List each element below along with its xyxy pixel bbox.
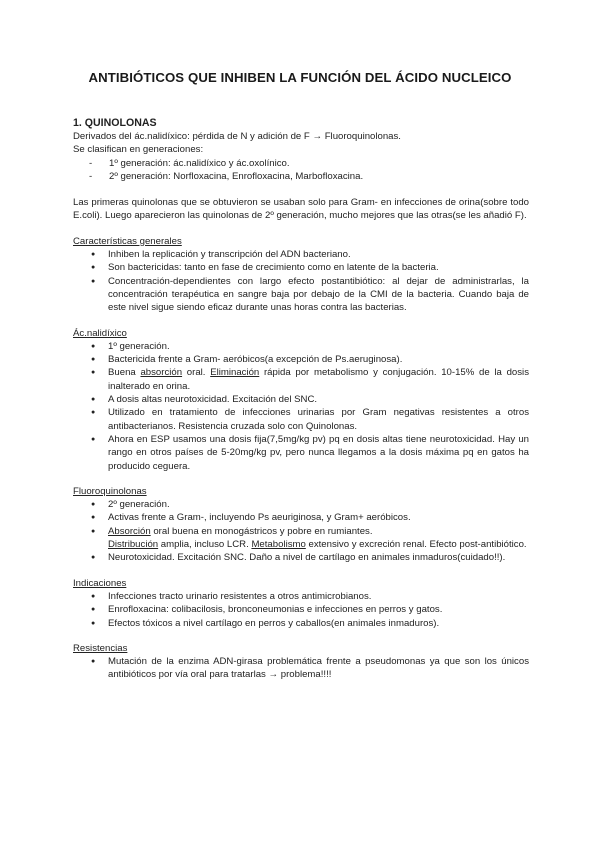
list-item: ● Activas frente a Gram-, incluyendo Ps aeuriginosa, y Gram+ aeróbicos. [91, 512, 411, 524]
generations-list [73, 157, 529, 184]
bullet-icon: ● [91, 356, 96, 364]
bullet-icon: ● [91, 554, 96, 562]
list-item: ● 1º generación. [91, 340, 170, 352]
underlined-term: Eliminación [210, 367, 260, 379]
document-body [73, 117, 529, 682]
underlined-term: Distribución [108, 539, 159, 551]
bullet-icon: ● [91, 592, 96, 600]
resistencias-list [73, 655, 529, 682]
indicaciones-list [73, 590, 529, 630]
text-line: Derivados del ác.nalidíxico: pérdida de N y adición de F → Fluoroquinolonas. [73, 131, 401, 142]
list-item: - 2º generación: Norfloxacina, Enrofloxacina, Marbofloxacina. [89, 170, 529, 183]
list-item: ● Ahora en ESP usamos una dosis fija(7,5mg/kg pv) pq en dosis altas tiene neurotoxicidad. Hay un rango en otros países de 5-20mg/kg pv, pero nunca llegamos a la dosis máxima pq en gatos ha producido ceguera. [91, 433, 529, 472]
section-heading-quinolonas: 1. QUINOLONAS [73, 117, 157, 129]
nalidixico-list [73, 340, 529, 473]
list-item: ● Enrofloxacina: colibacilosis, bronconeumonias e infecciones en perros y gatos. [91, 604, 443, 616]
bullet-icon: ● [91, 658, 96, 666]
list-item: - 1º generación: ác.nalidíxico y ác.oxolínico. [89, 157, 529, 170]
bullet-icon: ● [91, 277, 96, 285]
list-item: ● Mutación de la enzima ADN-girasa problemática frente a pseudomonas ya que son los únicos antibióticos por vía oral para tratarlas → problema!!!! [91, 656, 529, 681]
document-title: ANTIBIÓTICOS QUE INHIBEN LA FUNCIÓN DEL ÁCIDO NUCLEICO [88, 70, 512, 85]
list-item: ● 2º generación. [91, 499, 170, 511]
bullet-icon: ● [91, 251, 96, 259]
list-item: ● Inhiben la replicación y transcripción del ADN bacteriano. [91, 249, 351, 261]
subheading-resistencias: Resistencias [73, 642, 128, 654]
bullet-icon: ● [91, 527, 96, 535]
list-item: ● Absorción oral buena en monogástricos y pobre en rumiantes. Distribución amplia, incluso LCR. Metabolismo extensivo y excreción renal. Efecto post-antibiótico. [91, 525, 527, 551]
subheading-indicaciones: Indicaciones [73, 577, 127, 589]
bullet-icon: ● [91, 514, 96, 522]
bullet-icon: ● [91, 409, 96, 417]
bullet-icon: ● [91, 396, 96, 404]
bullet-icon: ● [91, 342, 96, 350]
list-item: ● Concentración-dependientes con largo efecto postantibiótico: al dejar de administrarlas, la concentración terapéutica en sangre baja por debajo de la CMI de la bacteria. Cuando baja de este nivel sigue siendo eficaz durante unas horas contra las bacterias. [91, 275, 529, 314]
subheading-fluoroquinolonas: Fluoroquinolonas [73, 485, 147, 497]
text-line: Se clasifican en generaciones: [73, 144, 204, 156]
bullet-icon: ● [91, 619, 96, 627]
subheading-nalidixico: Ác.nalidíxico [73, 327, 127, 339]
list-item: ● Utilizado en tratamiento de infecciones urinarias por Gram negativas resistentes a otros antibacterianos. Resistencia cruzada solo con Quinolonas. [91, 407, 529, 432]
bullet-icon: ● [91, 435, 96, 443]
bullet-icon: ● [91, 369, 96, 377]
bullet-icon: ● [91, 501, 96, 509]
bullet-icon: ● [91, 264, 96, 272]
underlined-term: Absorción [108, 525, 151, 537]
bullet-icon: ● [91, 606, 96, 614]
underlined-term: absorción [140, 367, 183, 379]
list-item: ● Bactericida frente a Gram- aeróbicos(a excepción de Ps.aeruginosa). [91, 354, 403, 366]
list-item: ● A dosis altas neurotoxicidad. Excitación del SNC. [91, 394, 318, 406]
list-item: ● Neurotoxicidad. Excitación SNC. Daño a nivel de cartílago en animales inmaduros(cuidado!!). [91, 552, 506, 564]
fluoroquinolonas-list [73, 498, 529, 564]
list-item: ● Buena absorción oral. Eliminación rápida por metabolismo y conjugación. 10-15% de la dosis inalterado en orina. [91, 367, 529, 392]
caracteristicas-list [73, 248, 529, 314]
list-item: ● Son bactericidas: tanto en fase de crecimiento como en latente de la bacteria. [91, 262, 439, 274]
list-item: ● Efectos tóxicos a nivel cartílago en perros y caballos(en animales inmaduros). [91, 617, 440, 629]
subheading-caracteristicas: Características generales [73, 235, 182, 247]
list-item: ● Infecciones tracto urinario resistentes a otros antimicrobianos. [91, 590, 372, 602]
underlined-term: Metabolismo [251, 539, 306, 551]
paragraph: Las primeras quinolonas que se obtuvieron se usaban solo para Gram- en infecciones de orina(sobre todo E.coli). Luego aparecieron las quinolonas de 2º generación, mucho mejores que las otras(se les añadió F). [73, 197, 529, 222]
